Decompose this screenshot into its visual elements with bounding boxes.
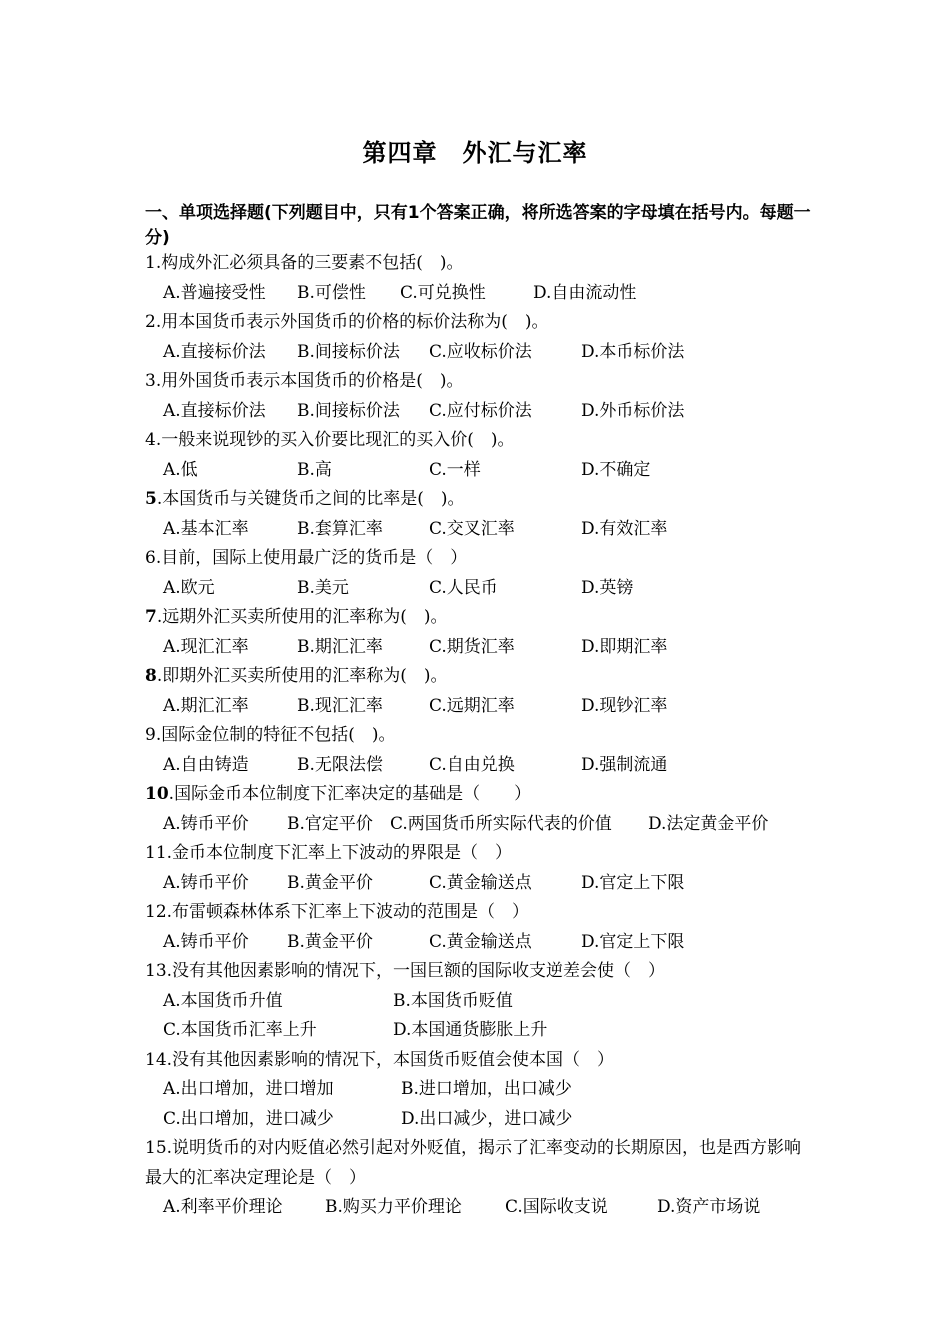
answer-option[interactable]: D.强制流通 xyxy=(581,754,668,775)
question-stem: .用本国货币表示外国货币的价格的标价法称为( )。 xyxy=(155,312,549,332)
answer-option[interactable]: D.现钞汇率 xyxy=(581,695,668,716)
answer-option[interactable]: A.铸币平价 xyxy=(163,931,249,952)
answer-option[interactable]: C.远期汇率 xyxy=(429,695,515,716)
answer-option[interactable]: B.官定平价 xyxy=(287,813,373,834)
options-row xyxy=(145,279,815,309)
question-stem: .一般来说现钞的买入价要比现汇的买入价( )。 xyxy=(155,430,515,450)
options-row xyxy=(145,869,815,899)
answer-option[interactable]: A.直接标价法 xyxy=(163,400,266,421)
options-row xyxy=(145,1075,815,1105)
question-stem: .远期外汇买卖所使用的汇率称为( )。 xyxy=(156,607,448,627)
answer-option[interactable]: C.国际收支说 xyxy=(505,1197,608,1217)
question-number: 7 xyxy=(145,607,157,627)
answer-option[interactable]: D.英镑 xyxy=(581,577,634,598)
options-row xyxy=(145,1016,815,1046)
answer-option[interactable]: C.可兑换性 xyxy=(400,282,486,303)
options-row xyxy=(145,1105,815,1135)
answer-option[interactable]: D.有效汇率 xyxy=(581,518,668,539)
question-text xyxy=(145,839,815,869)
answer-option[interactable]: D.资产市场说 xyxy=(657,1197,761,1217)
answer-option[interactable]: A.自由铸造 xyxy=(163,754,249,775)
answer-option[interactable]: A.本国货币升值 xyxy=(163,990,283,1011)
question-text xyxy=(145,957,815,987)
answer-option[interactable]: C.人民币 xyxy=(429,577,498,598)
answer-option[interactable]: B.可偿性 xyxy=(297,282,366,303)
question-number: 6 xyxy=(145,548,156,568)
question-number: 1 xyxy=(145,253,156,273)
question-text xyxy=(145,898,815,928)
options-row xyxy=(145,1193,815,1223)
question-stem: .即期外汇买卖所使用的汇率称为( )。 xyxy=(156,666,448,686)
answer-option[interactable]: C.应收标价法 xyxy=(429,341,532,362)
question-number: 10 xyxy=(145,784,169,804)
question-number: 12 xyxy=(145,902,167,922)
answer-option[interactable]: A.现汇汇率 xyxy=(163,636,249,657)
answer-option[interactable]: C.一样 xyxy=(429,459,481,480)
answer-option[interactable]: A.期汇汇率 xyxy=(163,695,249,716)
question-text xyxy=(145,308,815,338)
answer-option[interactable]: D.官定上下限 xyxy=(581,931,685,952)
answer-option[interactable]: A.直接标价法 xyxy=(163,341,266,362)
question-text xyxy=(145,603,815,633)
answer-option[interactable]: B.美元 xyxy=(297,577,349,598)
options-row xyxy=(145,515,815,545)
answer-option[interactable]: B.间接标价法 xyxy=(297,400,400,421)
answer-option[interactable]: D.自由流动性 xyxy=(533,282,637,303)
answer-option[interactable]: B.现汇汇率 xyxy=(297,695,383,716)
question-text xyxy=(145,662,815,692)
answer-option[interactable]: B.本国货币贬值 xyxy=(393,990,513,1011)
options-row xyxy=(145,574,815,604)
question-stem: .布雷顿森林体系下汇率上下波动的范围是（ ） xyxy=(166,902,530,922)
question-stem: .国际金位制的特征不包括( )。 xyxy=(155,725,396,745)
question-stem: .构成外汇必须具备的三要素不包括( )。 xyxy=(155,253,464,273)
question-number: 4 xyxy=(145,430,156,450)
answer-option[interactable]: D.即期汇率 xyxy=(581,636,668,657)
answer-option[interactable]: A.低 xyxy=(163,459,198,480)
question-number: 11 xyxy=(145,843,167,863)
answer-option[interactable]: D.法定黄金平价 xyxy=(648,813,769,834)
answer-option[interactable]: B.进口增加，出口减少 xyxy=(401,1079,572,1099)
question-text xyxy=(145,721,815,751)
question-number: 5 xyxy=(145,489,157,509)
question-stem: .本国货币与关键货币之间的比率是( )。 xyxy=(156,489,465,509)
question-text xyxy=(145,1046,815,1076)
answer-option[interactable]: B.间接标价法 xyxy=(297,341,400,362)
question-number: 14 xyxy=(145,1049,167,1070)
question-stem: .没有其他因素影响的情况下，本国货币贬值会使本国（ ） xyxy=(166,1049,615,1070)
options-row xyxy=(145,692,815,722)
answer-option[interactable]: A.普遍接受性 xyxy=(163,282,266,303)
question-stem: .没有其他因素影响的情况下，一国巨额的国际收支逆差会使（ ） xyxy=(166,961,666,981)
answer-option[interactable]: C.交叉汇率 xyxy=(429,518,515,539)
answer-option[interactable]: B.黄金平价 xyxy=(287,872,373,893)
answer-option[interactable]: C.两国货币所实际代表的价值 xyxy=(390,813,612,834)
section-heading: 一、单项选择题(下列题目中，只有1个答案正确，将所选答案的字母填在括号内。每题一分) xyxy=(145,203,811,248)
options-row xyxy=(145,928,815,958)
answer-option[interactable]: D.不确定 xyxy=(581,459,651,480)
options-row xyxy=(145,397,815,427)
options-row xyxy=(145,810,815,840)
question-text xyxy=(145,426,815,456)
question-text xyxy=(145,544,815,574)
answer-option[interactable]: D.本国通货膨胀上升 xyxy=(393,1020,548,1040)
answer-option[interactable]: B.套算汇率 xyxy=(297,518,383,539)
options-row xyxy=(145,456,815,486)
answer-option[interactable]: D.本币标价法 xyxy=(581,341,685,362)
answer-option[interactable]: D.出口减少，进口减少 xyxy=(401,1108,573,1129)
question-number: 13 xyxy=(145,961,167,981)
question-stem: .用外国货币表示本国货币的价格是( )。 xyxy=(155,371,464,391)
question-number: 8 xyxy=(145,666,157,686)
question-number: 15 xyxy=(145,1138,167,1158)
options-row xyxy=(145,751,815,781)
chapter-title: 第四章 外汇与汇率 xyxy=(362,139,588,167)
answer-option[interactable]: C.自由兑换 xyxy=(429,754,515,775)
answer-option[interactable]: B.高 xyxy=(297,459,332,480)
options-row xyxy=(145,633,815,663)
answer-option[interactable]: C.期货汇率 xyxy=(429,636,515,657)
answer-option[interactable]: A.欧元 xyxy=(163,577,215,598)
answer-option[interactable]: B.无限法偿 xyxy=(297,754,383,775)
answer-option[interactable]: A.铸币平价 xyxy=(163,872,249,893)
answer-option[interactable]: A.基本汇率 xyxy=(163,518,249,539)
question-stem: .目前，国际上使用最广泛的货币是（ ） xyxy=(155,548,468,568)
question-stem: .国际金币本位制度下汇率决定的基础是（ ） xyxy=(168,784,532,804)
answer-option[interactable]: C.黄金输送点 xyxy=(429,931,532,952)
answer-option[interactable]: C.本国货币汇率上升 xyxy=(163,1020,317,1040)
answer-option[interactable]: D.官定上下限 xyxy=(581,872,685,893)
answer-option[interactable]: B.期汇汇率 xyxy=(297,636,383,657)
answer-option[interactable]: C.黄金输送点 xyxy=(429,872,532,893)
question-text xyxy=(145,780,815,810)
answer-option[interactable]: A.出口增加，进口增加 xyxy=(163,1079,334,1099)
question-stem: .金币本位制度下汇率上下波动的界限是（ ） xyxy=(166,843,513,863)
answer-option[interactable]: B.黄金平价 xyxy=(287,931,373,952)
options-row xyxy=(145,987,815,1017)
answer-option[interactable]: C.出口增加，进口减少 xyxy=(163,1108,334,1129)
question-text xyxy=(145,367,815,397)
answer-option[interactable]: A.利率平价理论 xyxy=(163,1197,283,1217)
question-text xyxy=(145,1134,807,1193)
answer-option[interactable]: C.应付标价法 xyxy=(429,400,532,421)
question-number: 2 xyxy=(145,312,156,332)
options-row xyxy=(145,338,815,368)
answer-option[interactable]: A.铸币平价 xyxy=(163,813,249,834)
question-stem: .说明货币的对内贬值必然引起对外贬值，揭示了汇率变动的长期原因，也是西方影响最大的汇率决定理论是（ ） xyxy=(145,1138,802,1188)
question-text xyxy=(145,249,815,279)
question-list xyxy=(145,249,815,1223)
question-text xyxy=(145,485,815,515)
answer-option[interactable]: D.外币标价法 xyxy=(581,400,685,421)
question-number: 3 xyxy=(145,371,156,391)
answer-option[interactable]: B.购买力平价理论 xyxy=(325,1197,462,1217)
question-number: 9 xyxy=(145,725,156,745)
